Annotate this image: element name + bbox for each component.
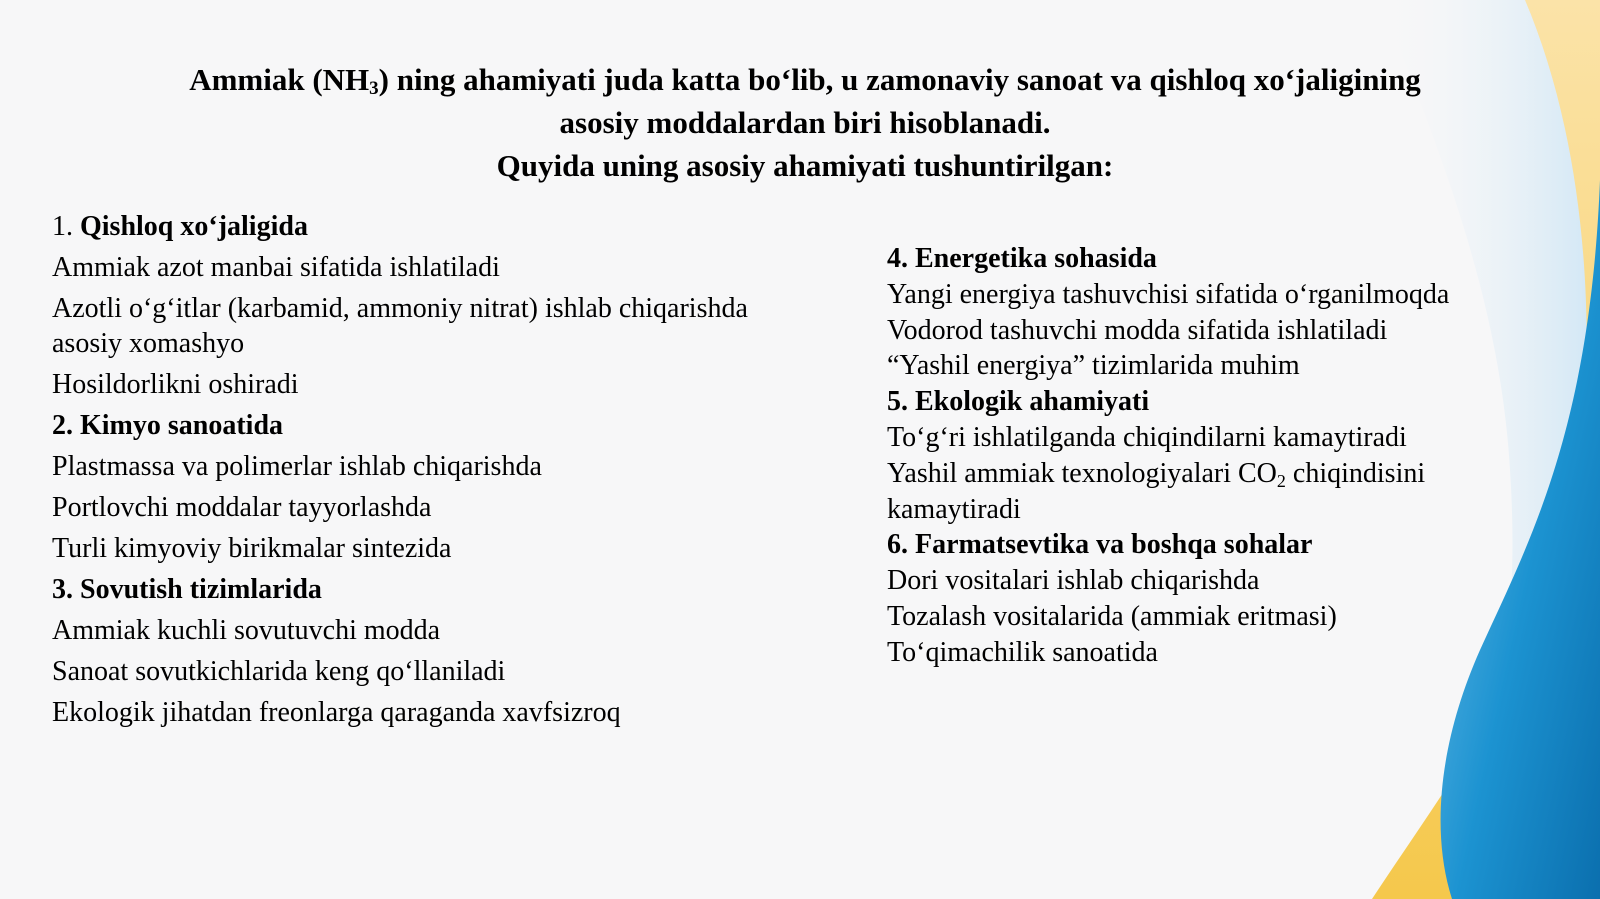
title-line-2: asosiy moddalardan biri hisoblanadi. (559, 105, 1051, 140)
section-heading-agriculture: 1. Qishloq xo‘jaligida (52, 211, 308, 242)
list-item: Sanoat sovutkichlarida keng qo‘llaniladi (52, 656, 506, 687)
section-heading-cooling: 3. Sovutish tizimlarida (52, 574, 322, 605)
slide-title (100, 58, 1510, 187)
list-item: To‘g‘ri ishlatilganda chiqindilarni kamaytiradi (887, 421, 1407, 453)
list-item: Ammiak kuchli sovutuvchi modda (52, 615, 441, 646)
list-item: Tozalash vositalarida (ammiak eritmasi) (887, 600, 1337, 632)
left-column (52, 209, 772, 730)
section-heading-pharma: 6. Farmatsevtika va boshqa sohalar (887, 529, 1313, 561)
list-item: To‘qimachilik sanoatida (887, 636, 1158, 668)
list-item: Dori vositalari ishlab chiqarishda (887, 565, 1260, 597)
right-column (887, 241, 1527, 671)
list-item: Hosildorlikni oshiradi (52, 369, 299, 400)
list-item: Plastmassa va polimerlar ishlab chiqarishda (52, 451, 542, 482)
list-item: Ammiak azot manbai sifatida ishlatiladi (52, 252, 500, 283)
section-heading-energy: 4. Energetika sohasida (887, 243, 1157, 274)
list-item: Vodorod tashuvchi modda sifatida ishlatiladi (887, 314, 1388, 346)
list-item: Ekologik jihatdan freonlarga qaraganda xavfsizroq (52, 697, 621, 728)
list-item: “Yashil energiya” tizimlarida muhim (887, 350, 1300, 382)
section-heading-chemistry: 2. Kimyo sanoatida (52, 410, 284, 441)
title-line-3: Quyida uning asosiy ahamiyati tushuntirilgan: (496, 148, 1114, 183)
list-item: Yashil ammiak texnologiyalari $CO_2$ chiqindisini kamaytiradi (887, 457, 1426, 525)
list-item: Yangi energiya tashuvchisi sifatida o‘rganilmoqda (887, 278, 1450, 310)
section-heading-ecology: 5. Ekologik ahamiyati (887, 386, 1150, 418)
list-item: Azotli o‘g‘itlar (karbamid, ammoniy nitrat) ishlab chiqarishda asosiy xomashyo (52, 293, 748, 359)
list-item: Turli kimyoviy birikmalar sintezida (52, 533, 452, 564)
list-item: Portlovchi moddalar tayyorlashda (52, 492, 432, 523)
title-line-1: Ammiak $(NH_3)$ ning ahamiyati juda katta bo‘lib, u zamonaviy sanoat va qishloq xo‘jaligining (189, 62, 1421, 99)
